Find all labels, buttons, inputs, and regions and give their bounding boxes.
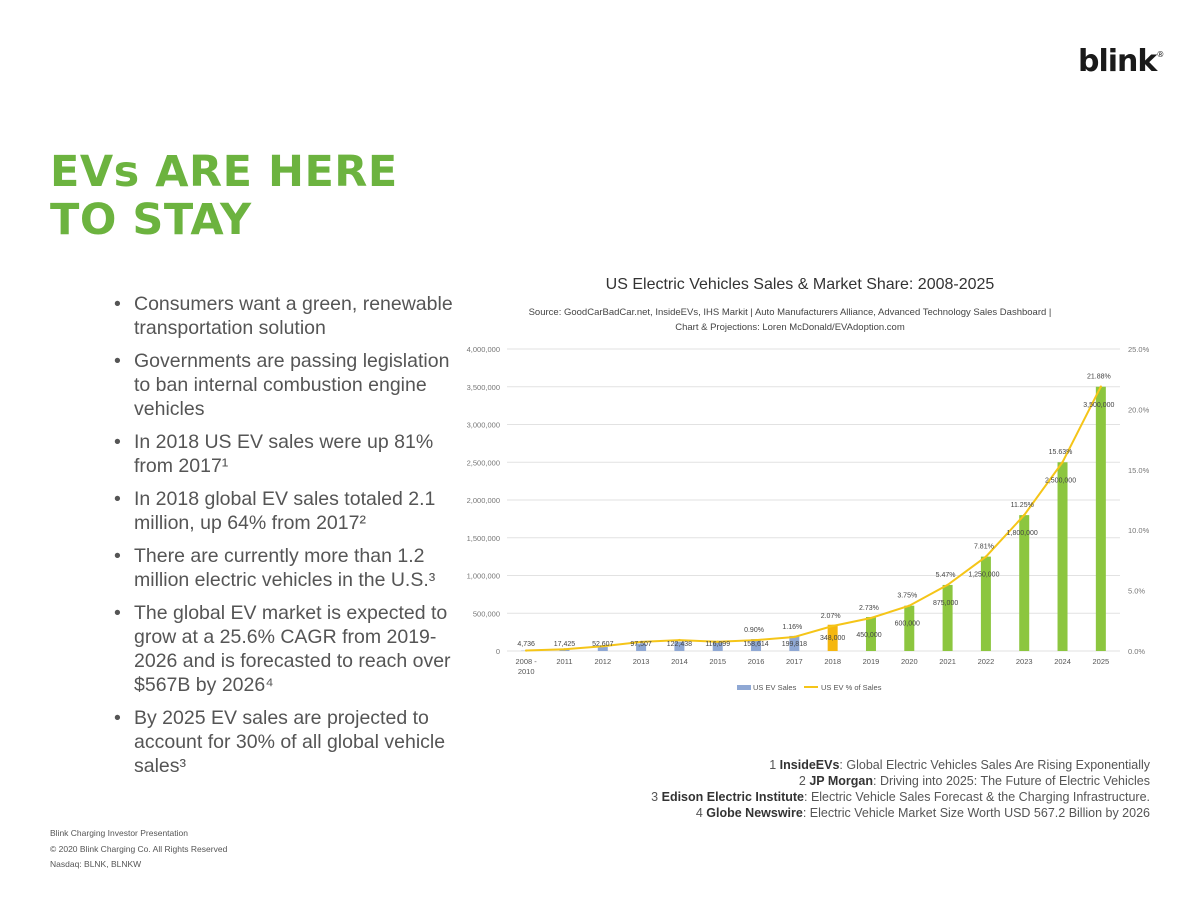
right-axis-tick-label: 0.0% <box>1128 647 1146 656</box>
bar-value-label: 17,425 <box>553 641 576 648</box>
right-axis-tick-label: 10.0% <box>1128 526 1150 536</box>
x-axis-tick-label: 2024 <box>1054 657 1071 666</box>
bullet-item: • Governments are passing legislation to ban internal combustion engine vehicles <box>114 349 459 421</box>
footnotes <box>590 757 1150 821</box>
bar-value-label: 158,614 <box>743 641 769 648</box>
bullet-item: • Consumers want a green, renewable transportation solution <box>114 292 459 340</box>
bar-value-label: 2,500,000 <box>1044 477 1077 485</box>
copyright-line: Blink Charging Investor Presentation <box>50 828 188 838</box>
bullet-item: • There are currently more than 1.2 million electric vehicles in the U.S.³ <box>114 544 459 592</box>
left-axis-tick-label: 4,000,000 <box>466 345 500 354</box>
bar-value-label: 116,099 <box>705 641 731 648</box>
x-axis-tick-label: 2015 <box>709 657 727 666</box>
x-axis-tick-label: 2019 <box>862 657 880 666</box>
share-point <box>793 636 795 638</box>
right-axis-tick-label: 20.0% <box>1128 405 1150 415</box>
bar-value-label: 122,438 <box>666 641 693 648</box>
x-axis-tick-label: 2016 <box>747 657 765 666</box>
share-point <box>1061 461 1063 463</box>
bullet-item: • By 2025 EV sales are projected to account for 30% of all global vehicle sales³ <box>114 706 459 778</box>
bar-value-label: 3,500,000 <box>1083 401 1115 409</box>
chart-source-line-1: Source: GoodCarBadCar.net, InsideEVs, IHS Markit | Auto Manufacturers Alliance, Advanced Technology Sales Dashboard | <box>528 307 1052 318</box>
share-point <box>563 648 565 650</box>
bar-value-label: 4,736 <box>517 641 535 648</box>
share-point <box>831 625 833 627</box>
x-axis-tick-label: 2011 <box>556 657 573 666</box>
left-axis-tick-label: 2,500,000 <box>466 458 500 468</box>
bullet-item: • In 2018 US EV sales were up 81% from 2017¹ <box>114 430 459 478</box>
bar <box>1058 462 1068 651</box>
bar-value-label: 97,507 <box>630 641 652 648</box>
bar <box>943 585 953 651</box>
legend-label-sales: US EV Sales <box>753 683 797 692</box>
share-value-label: 11.25% <box>1010 502 1034 510</box>
bar-value-label: 450,000 <box>856 632 882 640</box>
right-axis-tick-label: 25.0% <box>1128 345 1150 354</box>
share-point <box>870 617 872 619</box>
chart-title: US Electric Vehicles Sales & Market Share: 2008-2025 <box>605 276 995 293</box>
footnote-1: 1 InsideEVs: Global Electric Vehicles Sales Are Rising Exponentially <box>769 758 1150 772</box>
footnote-3: 3 Edison Electric Institute: Electric Vehicle Sales Forecast & the Charging Infrastructure. <box>651 790 1150 804</box>
x-axis-tick-label: 2022 <box>977 657 995 666</box>
x-axis-tick-label: 2008 -2010 <box>515 657 537 676</box>
share-value-label: 5.47% <box>935 571 956 579</box>
left-axis-tick-label: 1,500,000 <box>466 533 500 543</box>
logo-registered-mark: ® <box>1156 50 1164 59</box>
share-value-label: 2.73% <box>859 605 879 613</box>
footnote-2: 2 JP Morgan: Driving into 2025: The Future of Electric Vehicles <box>798 774 1150 788</box>
legend-swatch-sales <box>737 685 751 690</box>
x-axis-tick-label: 2025 <box>1092 657 1110 666</box>
share-point <box>985 555 987 557</box>
share-point <box>946 584 948 586</box>
share-value-label: 2.07% <box>820 612 841 620</box>
right-axis-tick-label: 15.0% <box>1128 465 1150 475</box>
share-value-label: 0.90% <box>744 627 764 635</box>
share-point <box>525 649 527 651</box>
bullet-item: • The global EV market is expected to grow at a 25.6% CAGR from 2019-2026 and is forecasted to reach over $567B by 2026⁴ <box>114 601 459 697</box>
share-point <box>1100 385 1102 387</box>
left-axis-tick-label: 0 <box>495 647 500 656</box>
footnote-4: 4 Globe Newswire: Electric Vehicle Market Size Worth USD 567.2 Billion by 2026 <box>695 806 1150 820</box>
x-axis-tick-label: 2021 <box>939 657 956 666</box>
right-axis-tick-label: 5.0% <box>1128 586 1146 596</box>
x-axis-tick-label: 2017 <box>786 657 803 666</box>
bullet-item: • In 2018 global EV sales totaled 2.1 million, up 64% from 2017² <box>114 487 459 535</box>
x-axis-tick-label: 2023 <box>1015 657 1033 666</box>
share-point <box>908 605 910 607</box>
copyright-line: © 2020 Blink Charging Co. All Rights Reserved <box>50 843 228 854</box>
share-point <box>1023 514 1025 516</box>
left-axis-tick-label: 1,000,000 <box>466 571 500 581</box>
x-axis-tick-label: 2013 <box>632 657 650 666</box>
bar-value-label: 875,000 <box>932 599 959 607</box>
left-axis-tick-label: 3,500,000 <box>466 382 500 392</box>
copyright-block <box>50 826 227 873</box>
x-axis-tick-label: 2014 <box>671 657 688 666</box>
share-value-label: 3.75% <box>897 592 918 600</box>
logo-text: blink <box>1078 44 1157 79</box>
share-value-label: 15.63% <box>1048 449 1073 457</box>
chart-source-line-2: Chart & Projections: Loren McDonald/EVAdoption.com <box>675 322 905 333</box>
left-axis-tick-label: 3,000,000 <box>466 420 500 430</box>
title-line-1: EVs ARE HERE <box>50 147 398 197</box>
bar <box>904 606 914 651</box>
copyright-line: Nasdaq: BLNK, BLNKW <box>50 859 142 869</box>
x-axis-tick-label: 2018 <box>824 657 841 666</box>
bar-value-label: 1,250,000 <box>968 571 1000 579</box>
bar-value-label: 348,000 <box>820 635 846 642</box>
share-value-label: 1.16% <box>782 623 803 631</box>
title-line-2: TO STAY <box>50 195 252 245</box>
left-axis-tick-label: 500,000 <box>472 609 500 619</box>
share-value-label: 21.88% <box>1086 373 1111 381</box>
x-axis-tick-label: 2020 <box>900 657 918 666</box>
bar-value-label: 600,000 <box>894 620 920 628</box>
share-line <box>526 387 1101 651</box>
bar-value-label: 1,800,000 <box>1006 530 1038 538</box>
bar <box>1096 387 1106 651</box>
left-axis-tick-label: 2,000,000 <box>466 496 500 505</box>
bar-value-label: 199,818 <box>781 641 807 648</box>
bar-value-label: 52,607 <box>592 641 614 648</box>
x-axis-tick-label: 2012 <box>594 657 612 666</box>
share-value-label: 7.81% <box>973 543 994 551</box>
legend-label-share: US EV % of Sales <box>821 683 882 692</box>
